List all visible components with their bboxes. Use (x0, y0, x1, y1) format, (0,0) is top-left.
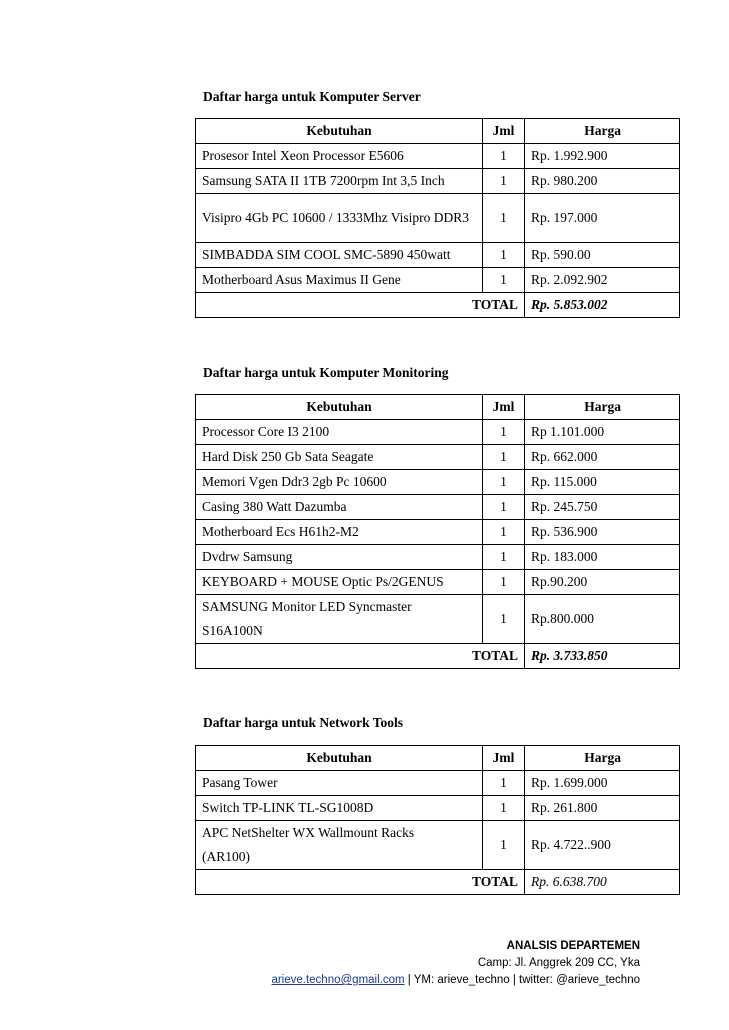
item-qty: 1 (483, 595, 525, 644)
item-price: Rp. 261.800 (525, 796, 680, 821)
header-kebutuhan: Kebutuhan (196, 119, 483, 144)
section-title-network: Daftar harga untuk Network Tools (203, 715, 404, 730)
item-qty: 1 (483, 420, 525, 445)
footer (271, 938, 640, 989)
footer-department: ANALSIS DEPARTEMEN (506, 940, 640, 952)
item-name: SAMSUNG Monitor LED Syncmaster S16A100N (196, 595, 483, 644)
total-label: TOTAL (196, 870, 525, 895)
item-qty: 1 (483, 194, 525, 243)
item-name: KEYBOARD + MOUSE Optic Ps/2GENUS (196, 570, 483, 595)
table-header-row (196, 395, 680, 420)
total-row (196, 293, 680, 318)
item-price: Rp. 245.750 (525, 495, 680, 520)
item-name: Processor Core I3 2100 (196, 420, 483, 445)
item-price: Rp. 183.000 (525, 545, 680, 570)
table-row (196, 520, 680, 545)
total-row (196, 870, 680, 895)
table-row (196, 144, 680, 169)
item-qty: 1 (483, 570, 525, 595)
item-name: Visipro 4Gb PC 10600 / 1333Mhz Visipro DDR3 (196, 194, 483, 243)
item-qty: 1 (483, 520, 525, 545)
item-qty: 1 (483, 470, 525, 495)
item-qty: 1 (483, 243, 525, 268)
item-qty: 1 (483, 169, 525, 194)
table-row (196, 570, 680, 595)
item-name: Dvdrw Samsung (196, 545, 483, 570)
item-name: Motherboard Ecs H61h2-M2 (196, 520, 483, 545)
header-harga: Harga (525, 119, 680, 144)
table-row (196, 194, 680, 243)
header-jml: Jml (483, 746, 525, 771)
item-price: Rp. 197.000 (525, 194, 680, 243)
table-row (196, 169, 680, 194)
table-row (196, 771, 680, 796)
item-price: Rp. 980.200 (525, 169, 680, 194)
item-qty: 1 (483, 821, 525, 870)
table-row (196, 495, 680, 520)
table-header-row (196, 119, 680, 144)
section-title-monitoring: Daftar harga untuk Komputer Monitoring (203, 365, 449, 380)
item-price: Rp. 1.699.000 (525, 771, 680, 796)
item-qty: 1 (483, 268, 525, 293)
email-link[interactable]: arieve.techno@gmail.com (271, 974, 405, 986)
header-kebutuhan: Kebutuhan (196, 746, 483, 771)
table-row (196, 821, 680, 870)
item-name: Switch TP-LINK TL-SG1008D (196, 796, 483, 821)
header-kebutuhan: Kebutuhan (196, 395, 483, 420)
table-row (196, 268, 680, 293)
footer-contact (271, 972, 640, 989)
item-name: Motherboard Asus Maximus II Gene (196, 268, 483, 293)
total-row (196, 644, 680, 669)
table-row (196, 595, 680, 644)
price-table-monitoring (195, 394, 680, 669)
table-row (196, 445, 680, 470)
total-label: TOTAL (196, 644, 525, 669)
total-label: TOTAL (196, 293, 525, 318)
table-row (196, 545, 680, 570)
item-name: APC NetShelter WX Wallmount Racks (AR100) (196, 821, 483, 870)
item-qty: 1 (483, 771, 525, 796)
item-name: Prosesor Intel Xeon Processor E5606 (196, 144, 483, 169)
item-price: Rp. 1.992.900 (525, 144, 680, 169)
price-table-network (195, 745, 680, 895)
footer-contact-rest: | YM: arieve_techno | twitter: @arieve_techno (404, 974, 640, 986)
item-name: Hard Disk 250 Gb Sata Seagate (196, 445, 483, 470)
item-price: Rp.800.000 (525, 595, 680, 644)
table-row (196, 420, 680, 445)
table-header-row (196, 746, 680, 771)
item-price: Rp. 115.000 (525, 470, 680, 495)
total-value: Rp. 6.638.700 (525, 870, 680, 895)
header-harga: Harga (525, 395, 680, 420)
item-price: Rp.90.200 (525, 570, 680, 595)
item-name: Samsung SATA II 1TB 7200rpm Int 3,5 Inch (196, 169, 483, 194)
item-qty: 1 (483, 796, 525, 821)
table-row (196, 243, 680, 268)
item-price: Rp. 536.900 (525, 520, 680, 545)
footer-address: Camp: Jl. Anggrek 209 CC, Yka (477, 957, 640, 969)
item-qty: 1 (483, 445, 525, 470)
section-title-server: Daftar harga untuk Komputer Server (203, 89, 421, 104)
item-qty: 1 (483, 495, 525, 520)
item-name: SIMBADDA SIM COOL SMC-5890 450watt (196, 243, 483, 268)
header-harga: Harga (525, 746, 680, 771)
item-name: Memori Vgen Ddr3 2gb Pc 10600 (196, 470, 483, 495)
header-jml: Jml (483, 395, 525, 420)
item-price: Rp. 2.092.902 (525, 268, 680, 293)
item-qty: 1 (483, 144, 525, 169)
item-price: Rp. 590.00 (525, 243, 680, 268)
item-price: Rp. 4.722..900 (525, 821, 680, 870)
item-name: Casing 380 Watt Dazumba (196, 495, 483, 520)
item-price: Rp. 662.000 (525, 445, 680, 470)
price-table-server (195, 118, 680, 318)
table-row (196, 470, 680, 495)
item-qty: 1 (483, 545, 525, 570)
header-jml: Jml (483, 119, 525, 144)
item-name: Pasang Tower (196, 771, 483, 796)
item-price: Rp 1.101.000 (525, 420, 680, 445)
total-value: Rp. 5.853.002 (525, 293, 680, 318)
total-value: Rp. 3.733.850 (525, 644, 680, 669)
table-row (196, 796, 680, 821)
